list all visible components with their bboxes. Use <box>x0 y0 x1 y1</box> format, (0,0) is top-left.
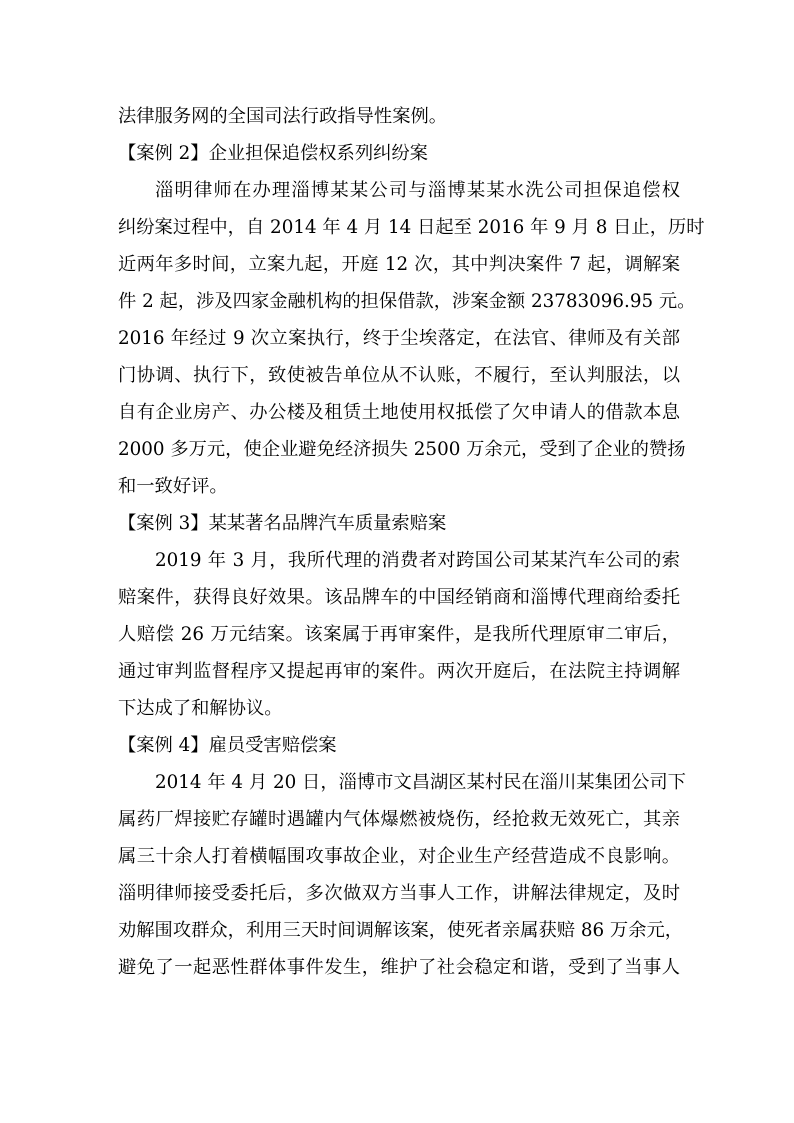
text-line: 淄明律师在办理淄博某某公司与淄博某某水洗公司担保追偿权 <box>155 180 680 201</box>
text-line: 2019 年 3 月，我所代理的消费者对跨国公司某某汽车公司的索 <box>155 550 680 571</box>
text-line: 近两年多时间，立案九起，开庭 12 次，其中判决案件 7 起，调解案 <box>118 254 680 275</box>
text-line: 2016 年经过 9 次立案执行，终于尘埃落定，在法官、律师及有关部 <box>118 328 680 349</box>
text-line: 通过审判监督程序又提起再审的案件。两次开庭后，在法院主持调解 <box>118 661 680 682</box>
text-line: 法律服务网的全国司法行政指导性案例。 <box>118 106 448 127</box>
text-line: 下达成了和解协议。 <box>118 698 283 719</box>
text-line: 赔案件，获得良好效果。该品牌车的中国经销商和淄博代理商给委托 <box>118 587 680 608</box>
paragraph <box>118 172 705 505</box>
text-line: 门协调、执行下，致使被告单位从不认账，不履行，至认判服法，以 <box>118 365 680 386</box>
text-line: 件 2 起，涉及四家金融机构的担保借款，涉案金额 23783096.95 元。 <box>118 291 696 312</box>
text-line: 避免了一起恶性群体事件发生，维护了社会稳定和谐，受到了当事人 <box>118 957 680 978</box>
paragraph <box>118 98 680 135</box>
text-line: 劝解围攻群众，利用三天时间调解该案，使死者亲属获赔 86 万余元， <box>118 920 684 941</box>
text-line: 属三十余人打着横幅围攻事故企业，对企业生产经营造成不良影响。 <box>118 846 680 867</box>
text-line: 纠纷案过程中，自 2014 年 4 月 14 日起至 2016 年 9 月 8 日止，历时 <box>118 217 705 238</box>
paragraph <box>118 542 680 727</box>
case-heading: 【案例 2】企业担保追偿权系列纠纷案 <box>118 143 428 164</box>
text-line: 和一致好评。 <box>118 476 228 497</box>
document-body <box>118 98 705 986</box>
case-heading: 【案例 4】雇员受害赔偿案 <box>118 735 337 756</box>
text-line: 属药厂焊接贮存罐时遇罐内气体爆燃被烧伤，经抢救无效死亡，其亲 <box>118 809 680 830</box>
text-line: 自有企业房产、办公楼及租赁土地使用权抵偿了欠申请人的借款本息 <box>118 402 680 423</box>
text-line: 淄明律师接受委托后，多次做双方当事人工作，讲解法律规定，及时 <box>118 883 680 904</box>
text-line: 2014 年 4 月 20 日，淄博市文昌湖区某村民在淄川某集团公司下 <box>155 772 686 793</box>
case-heading: 【案例 3】某某著名品牌汽车质量索赔案 <box>118 513 447 534</box>
text-line: 2000 多万元，使企业避免经济损失 2500 万余元，受到了企业的赞扬 <box>118 439 686 460</box>
text-line: 人赔偿 26 万元结案。该案属于再审案件，是我所代理原审二审后， <box>118 624 680 645</box>
paragraph <box>118 764 686 986</box>
